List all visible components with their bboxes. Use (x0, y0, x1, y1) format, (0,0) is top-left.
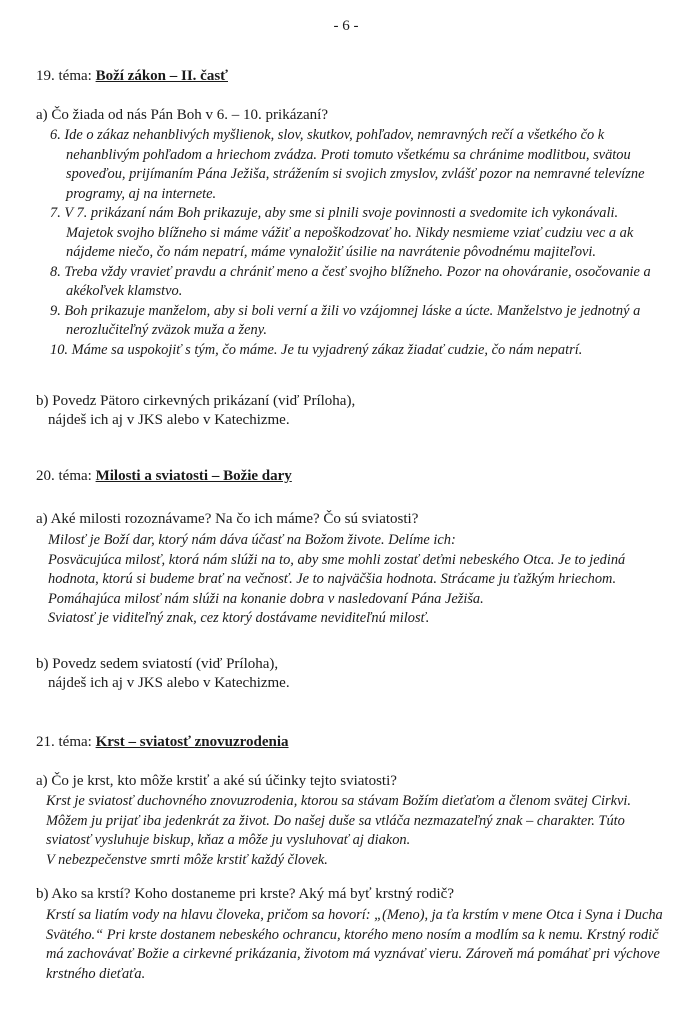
question-b (36, 655, 666, 693)
question-b-text: b) Povedz sedem sviatostí (viď Príloha), (36, 656, 279, 672)
answer-item: Pomáhajúca milosť nám slúži na konanie dobra v nasledovaní Pána Ježiša. (48, 590, 484, 607)
theme-21-heading (36, 734, 289, 751)
answer-item: Krst je sviatosť duchovného znovuzrodenia, ktorou sa stávam Božím dieťaťom a členom svätej Cirkvi. Môžem ju prijať iba jedenkrát za život. Do našej duše sa vtláča nezmazateľný znak – charakter. Túto sviatosť vysluhuje biskup, kňaz a môže ju vysluhovať aj diakon. (46, 793, 631, 848)
answer-item: 6. Ide o zákaz nehanblivých myšlienok, slov, skutkov, pohľadov, nemravných rečí a všetkého čo k nehanblivým pohľadom a hriechom zvádza. Proti tomuto všetkému sa chránime modlitbou, svätou spoveďou, prijímaním Pána Ježiša, strážením si svojich zmyslov, zvlášť pozor na nemravné televízne programy, aj na internete. (50, 127, 645, 202)
theme-title: Krst – sviatosť znovuzrodenia (95, 734, 289, 750)
theme-number: 21. téma: (36, 734, 92, 750)
question-b-subtext: nájdeš ich aj v JKS alebo v Katechizme. (48, 675, 290, 691)
answer-item: 9. Boh prikazuje manželom, aby si boli verní a žili vo vzájomnej láske a úcte. Manželstvo je jednotný a nerozlučiteľný zväzok muža a ženy. (50, 302, 641, 338)
answer-block (46, 792, 666, 870)
answer-block (46, 906, 666, 984)
question-a: a) Čo žiada od nás Pán Boh v 6. – 10. prikázaní? (36, 107, 329, 123)
theme-20-heading (36, 468, 292, 485)
theme-19-heading (36, 68, 228, 85)
answer-item: Posväcujúca milosť, ktorá nám slúži na to, aby sme mohli zostať deťmi nebeského Otca. Je to jediná hodnota, ktorú si budeme brať na večnosť. Je to najväčšia hodnota. Strácame ju ťažkým hriechom. (48, 551, 626, 587)
question-b-text: b) Povedz Pätoro cirkevných prikázaní (viď Príloha), (36, 393, 356, 409)
answer-item: 8. Treba vždy vravieť pravdu a chrániť meno a česť svojho blížneho. Pozor na ohováranie, osočovanie a akékoľvek klamstvo. (50, 263, 651, 299)
theme-number: 20. téma: (36, 468, 92, 484)
answer-item: Milosť je Boží dar, ktorý nám dáva účasť na Božom živote. Delíme ich: (48, 532, 456, 548)
question-b (36, 392, 666, 430)
question-a: a) Aké milosti rozoznávame? Na čo ich máme? Čo sú sviatosti? (36, 511, 419, 527)
theme-title: Milosti a sviatosti – Božie dary (95, 468, 292, 484)
answer-item: V nebezpečenstve smrti môže krstiť každý človek. (46, 851, 328, 868)
question-a: a) Čo je krst, kto môže krstiť a aké sú účinky tejto sviatosti? (36, 773, 397, 789)
answer-item: 7. V 7. prikázaní nám Boh prikazuje, aby sme si plnili svoje povinnosti a svedomite ich vykonávali. Majetok svojho blížneho si máme vážiť a nepoškodzovať ho. Nikdy nesmieme vziať cudziu vec a ak nájdeme niečo, čo nám nepatrí, máme vynaložiť úsilie na navrátenie pôvodnému majiteľovi. (50, 205, 634, 260)
theme-number: 19. téma: (36, 68, 92, 84)
answer-item: Sviatosť je viditeľný znak, cez ktorý dostávame neviditeľnú milosť. (48, 610, 430, 626)
page-number: - 6 - (333, 18, 359, 34)
question-b: b) Ako sa krstí? Koho dostaneme pri krste? Aký má byť krstný rodič? (36, 886, 454, 902)
answer-block (50, 126, 666, 360)
question-b-subtext: nájdeš ich aj v JKS alebo v Katechizme. (48, 412, 290, 428)
answer-block (48, 531, 666, 629)
theme-title: Boží zákon – II. časť (95, 68, 228, 84)
answer-item: 10. Máme sa uspokojiť s tým, čo máme. Je tu vyjadrený zákaz žiadať cudzie, čo nám nepatrí. (50, 341, 583, 358)
answer-item: Krstí sa liatím vody na hlavu človeka, pričom sa hovorí: „(Meno), ja ťa krstím v mene Otca i Syna i Ducha Svätého.“ Pri krste dostanem nebeského ochrancu, ktorého meno nosím a modlím sa k nemu. Krstný rodič má zachovávať Božie a cirkevné prikázania, životom má vyznávať vieru. Zároveň má pomáhať pri výchove krstného dieťaťa. (46, 907, 663, 982)
